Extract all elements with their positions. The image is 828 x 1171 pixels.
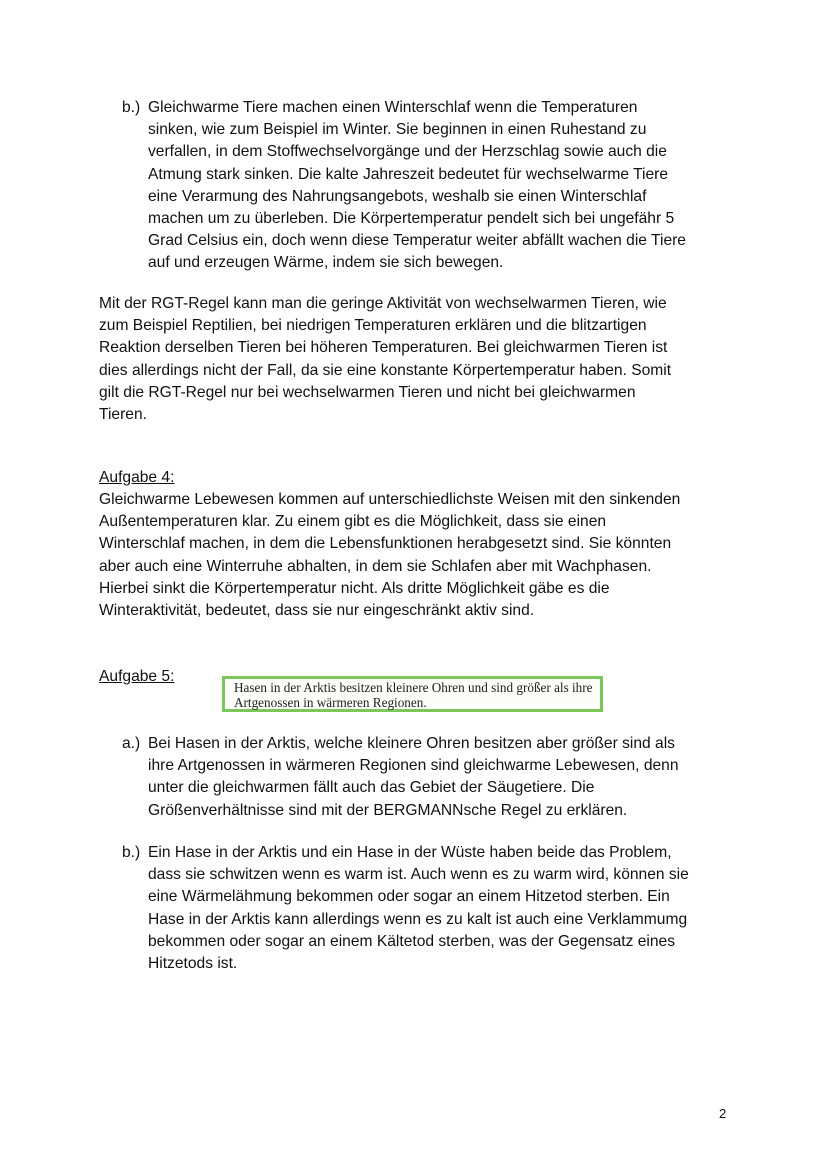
item-label: b.) xyxy=(122,99,141,116)
text-line: Ein Hase in der Arktis und ein Hase in der Wüste haben beide das Problem, xyxy=(148,844,672,861)
rgt-rule-paragraph xyxy=(99,293,789,426)
text-line: Reaktion derselben Tieren bei höheren Temperaturen. Bei gleichwarmen Tieren ist xyxy=(99,339,668,357)
quote-line: Hasen in der Arktis besitzen kleinere Ohren und sind größer als ihre xyxy=(234,680,593,695)
quote-line: Artgenossen in wärmeren Regionen. xyxy=(234,695,427,711)
text-line: Mit der RGT-Regel kann man die geringe Aktivität von wechselwarmen Tieren, wie xyxy=(99,295,667,312)
item-label: a.) xyxy=(122,735,141,752)
text-line: Hierbei sinkt die Körpertemperatur nicht. Als dritte Möglichkeit gäbe es die xyxy=(99,579,610,597)
answer-item-b-hasen xyxy=(122,842,762,978)
text-line: Atmung stark sinken. Die kalte Jahreszeit bedeutet für wechselwarme Tiere xyxy=(148,165,669,183)
text-line: aber auch eine Winterruhe abhalten, in dem sie Schlafen aber mit Wachphasen. xyxy=(99,557,652,575)
text-line: zum Beispiel Reptilien, bei niedrigen Temperaturen erklären und die blitzartigen xyxy=(99,317,647,335)
answer-item-a-hasen xyxy=(122,733,762,825)
text-line: Größenverhältnisse sind mit der BERGMANNsche Regel zu erklären. xyxy=(148,801,628,819)
text-line: sinken, wie zum Beispiel im Winter. Sie beginnen in einen Ruhestand zu xyxy=(148,121,647,139)
text-line: Bei Hasen in der Arktis, welche kleinere Ohren besitzen aber größer sind als xyxy=(148,735,675,752)
text-line: Tieren. xyxy=(99,406,147,424)
text-line: unter die gleichwarmen fällt auch das Gebiet der Säugetiere. Die xyxy=(148,779,595,797)
text-line: Gleichwarme Lebewesen kommen auf unterschiedlichste Weisen mit den sinkenden xyxy=(99,491,681,508)
aufgabe-4-paragraph xyxy=(99,489,789,622)
text-line: Gleichwarme Tiere machen einen Winterschlaf wenn die Temperaturen xyxy=(148,99,638,116)
text-line: ihre Artgenossen in wärmeren Regionen sind gleichwarme Lebewesen, denn xyxy=(148,757,679,775)
text-line: Grad Celsius ein, doch wenn diese Temperatur weiter abfällt wachen die Tiere xyxy=(148,232,686,250)
item-text xyxy=(148,842,762,975)
text-line: Hase in der Arktis kann allerdings wenn es zu kalt ist auch eine Verklammumg xyxy=(148,910,688,928)
aufgabe-4-heading: Aufgabe 4: xyxy=(99,469,175,486)
text-line: Winteraktivität, bedeutet, dass sie nur eingeschränkt aktiv sind. xyxy=(99,602,535,620)
text-line: verfallen, in dem Stoffwechselvorgänge und der Herzschlag sowie auch die xyxy=(148,143,667,161)
text-line: eine Verarmung des Nahrungsangebots, weshalb sie einen Winterschlaf xyxy=(148,187,647,205)
text-line: Hitzetods ist. xyxy=(148,955,238,973)
text-line: dies allerdings nicht der Fall, da sie eine konstante Körpertemperatur haben. Somit xyxy=(99,361,672,379)
answer-item-b-winterschlaf xyxy=(122,97,762,277)
task-statement-box xyxy=(222,676,603,712)
text-line: eine Wärmelähmung bekommen oder sogar an einem Hitzetod sterben. Ein xyxy=(148,888,670,906)
aufgabe-5-heading: Aufgabe 5: xyxy=(99,668,175,685)
text-line: machen um zu überleben. Die Körpertemperatur pendelt sich bei ungefähr 5 xyxy=(148,210,675,228)
item-label: b.) xyxy=(122,844,141,861)
text-line: auf und erzeugen Wärme, indem sie sich bewegen. xyxy=(148,254,504,272)
text-line: dass sie schwitzen wenn es warm ist. Auch wenn es zu warm wird, können sie xyxy=(148,866,689,884)
text-line: bekommen oder sogar an einem Kältetod sterben, was der Gegensatz eines xyxy=(148,932,676,950)
item-text xyxy=(148,97,762,275)
page-number: 2 xyxy=(719,1106,727,1121)
text-line: Winterschlaf machen, in dem die Lebensfunktionen herabgesetzt sind. Sie könnten xyxy=(99,535,672,553)
text-line: gilt die RGT-Regel nur bei wechselwarmen Tieren und nicht bei gleichwarmen xyxy=(99,383,636,401)
text-line: Außentemperaturen klar. Zu einem gibt es die Möglichkeit, dass sie einen xyxy=(99,513,607,531)
item-text xyxy=(148,733,762,822)
